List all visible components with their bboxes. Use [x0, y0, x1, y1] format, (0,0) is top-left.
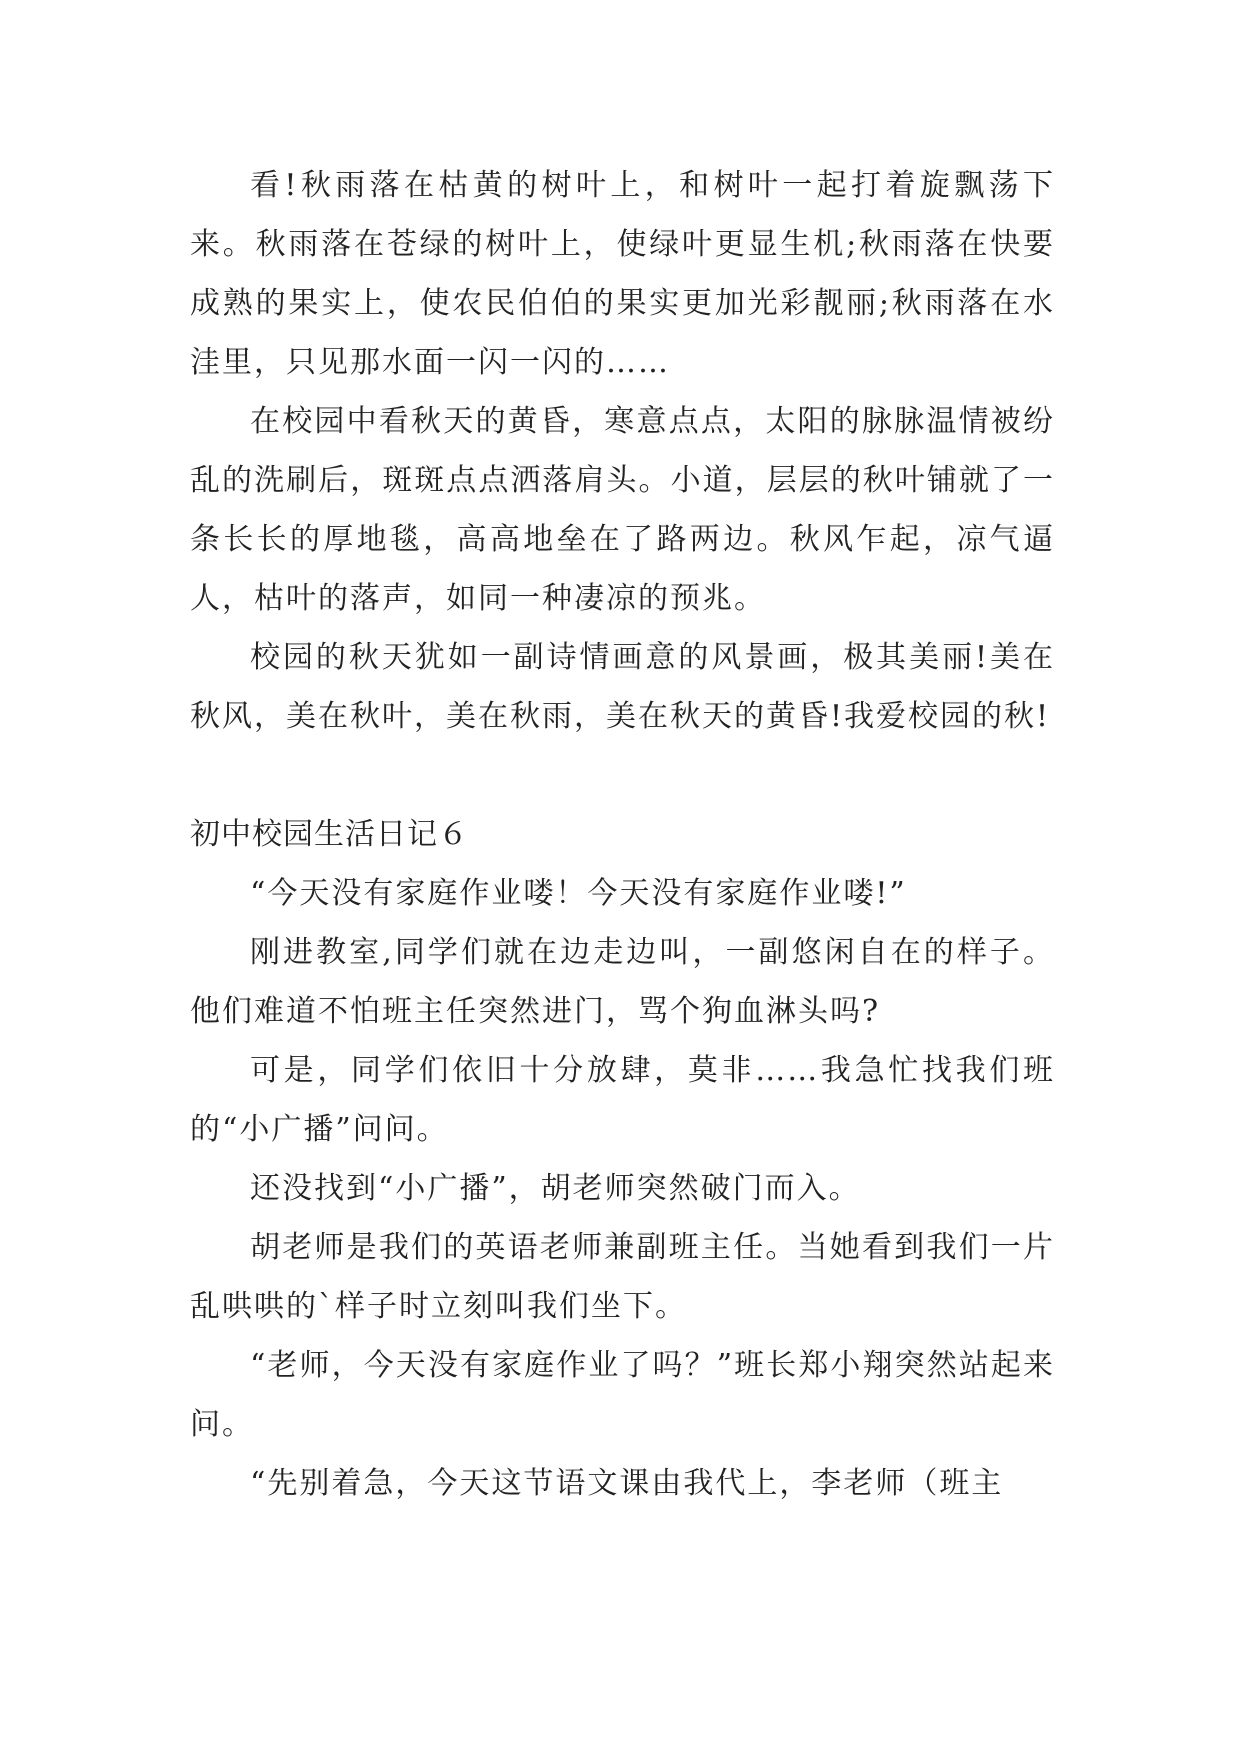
paragraph-teacher-intro: 胡老师是我们的英语老师兼副班主任。当她看到我们一片乱哄哄的`样子时立刻叫我们坐下。 — [190, 1230, 1055, 1324]
document-body — [190, 156, 1055, 1513]
paragraph-classroom-noise: 刚进教室,同学们就在边走边叫，一副悠闲自在的样子。他们难道不怕班主任突然进门，骂个狗血淋头吗? — [190, 935, 1055, 1029]
paragraph-autumn-rain: 看!秋雨落在枯黄的树叶上，和树叶一起打着旋飘荡下来。秋雨落在苍绿的树叶上，使绿叶更显生机;秋雨落在快要成熟的果实上，使农民伯伯的果实更加光彩靓丽;秋雨落在水洼里，只见那水面一闪一闪的…… — [190, 168, 1055, 380]
section-spacer — [190, 746, 1055, 805]
paragraph-teacher-reply: “先别着急，今天这节语文课由我代上，李老师（班主 — [250, 1466, 1004, 1501]
paragraph-autumn-dusk: 在校园中看秋天的黄昏，寒意点点，太阳的脉脉温情被纷乱的洗刷后，斑斑点点洒落肩头。小道，层层的秋叶铺就了一条长长的厚地毯，高高地垒在了路两边。秋风乍起，凉气逼人，枯叶的落声，如同一种凄凉的预兆。 — [190, 404, 1055, 616]
paragraph-find-broadcaster: 可是，同学们依旧十分放肆，莫非……我急忙找我们班的“小广播”问问。 — [190, 1053, 1055, 1147]
section-heading: 初中校园生活日记６ — [190, 817, 469, 852]
paragraph-teacher-enters: 还没找到“小广播”，胡老师突然破门而入。 — [250, 1171, 861, 1206]
paragraph-monitor-question: “老师，今天没有家庭作业了吗？”班长郑小翔突然站起来问。 — [190, 1348, 1055, 1442]
paragraph-no-homework-shout: “今天没有家庭作业喽！今天没有家庭作业喽!” — [250, 876, 907, 911]
paragraph-autumn-summary: 校园的秋天犹如一副诗情画意的风景画，极其美丽!美在秋风，美在秋叶，美在秋雨，美在秋天的黄昏!我爱校园的秋! — [190, 640, 1055, 734]
